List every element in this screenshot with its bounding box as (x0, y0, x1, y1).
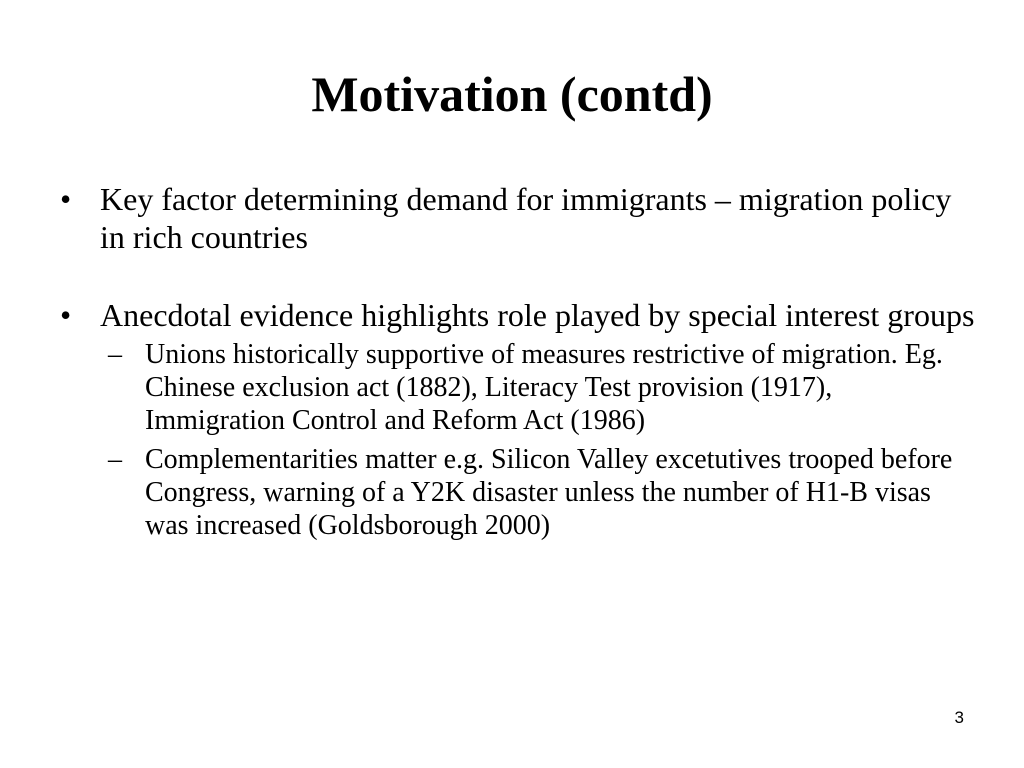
dash-icon: – (108, 444, 122, 475)
sub-bullet-list (100, 338, 978, 542)
sub-bullet-text: Complementarities matter e.g. Silicon Valley excetutives trooped before Congress, warning of a Y2K disaster unless the number of H1-B visas was increased (Goldsborough 2000) (145, 444, 953, 541)
bullet-dot-icon: • (60, 181, 72, 217)
bullet-list (58, 180, 978, 542)
sub-bullet-item (100, 338, 978, 437)
sub-bullet-text: Unions historically supportive of measures restrictive of migration. Eg. Chinese exclusion act (1882), Literacy Test provision (1917), Immigration Control and Reform Act (1986) (145, 339, 943, 436)
bullet-item (58, 296, 978, 542)
slide-title: Motivation (contd) (311, 66, 713, 122)
dash-icon: – (108, 339, 122, 370)
bullet-text: Anecdotal evidence highlights role played by special interest groups (100, 297, 975, 333)
bullet-item (58, 180, 978, 256)
bullet-dot-icon: • (60, 297, 72, 333)
bullet-text: Key factor determining demand for immigrants – migration policy in rich countries (100, 181, 952, 255)
page-number: 3 (954, 708, 964, 727)
sub-bullet-item (100, 443, 978, 542)
